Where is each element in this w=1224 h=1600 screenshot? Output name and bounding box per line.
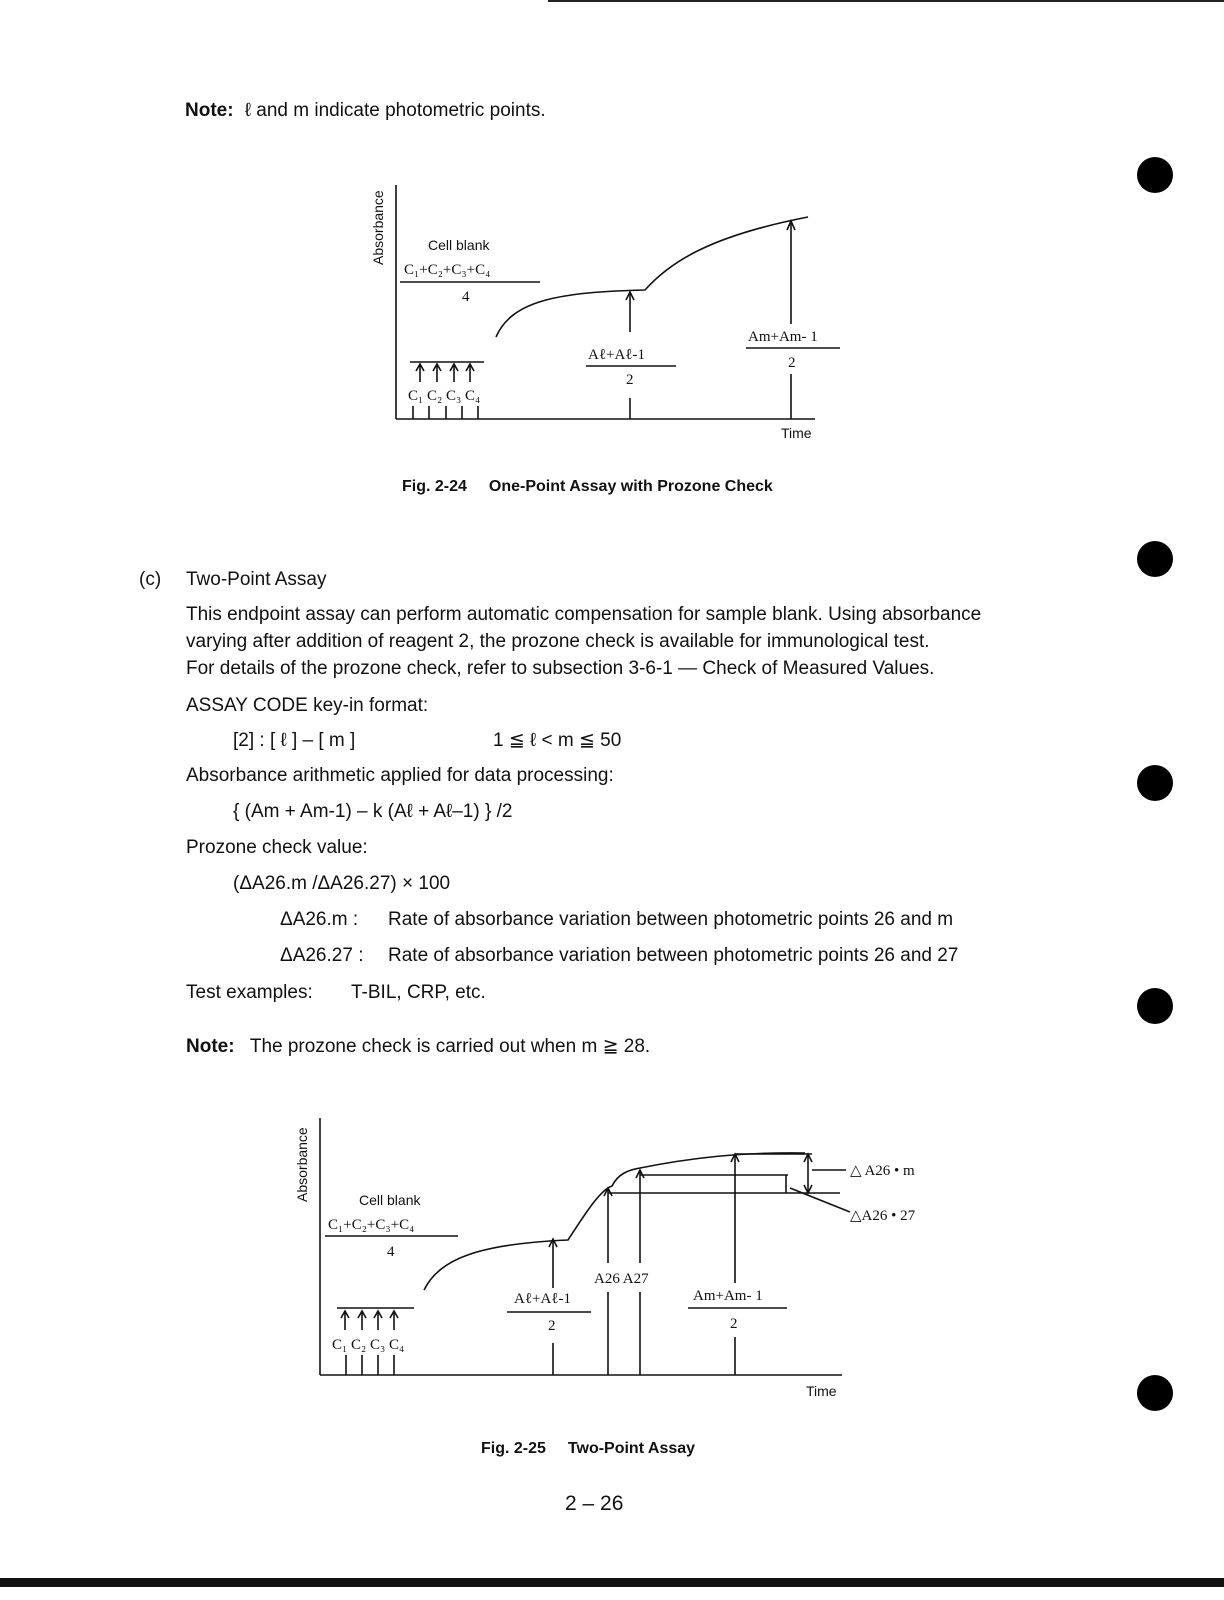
fig25-cell-blank-numerator: C₁+C₂+C₃+C₄ [328, 1217, 415, 1233]
fig25-a26-a27-label: A26 A27 [594, 1271, 649, 1287]
paragraph-line: For details of the prozone check, refer to subsection 3-6-1 — Check of Measured Values. [186, 658, 935, 679]
test-examples-value: T-BIL, CRP, etc. [351, 982, 486, 1003]
delta-27-term: ΔA26.27 : [280, 945, 364, 966]
fig25-am-denominator: 2 [730, 1316, 738, 1332]
fig25-al-denominator: 2 [548, 1318, 556, 1334]
fig25-delta-27-leader [790, 1188, 850, 1212]
fig24-caption-number: Fig. 2-24 [402, 478, 467, 495]
fig25-cell-blank-denominator: 4 [387, 1244, 395, 1260]
fig25-y-axis-label: Absorbance [294, 1127, 310, 1202]
punch-hole [1137, 765, 1173, 801]
paragraph-line: This endpoint assay can perform automatic compensation for sample blank. Using absorbance [186, 604, 982, 625]
delta-27-description: Rate of absorbance variation between photometric points 26 and 27 [388, 945, 959, 966]
prozone-note [186, 1035, 650, 1059]
fig25-delta-27-label: △A26 • 27 [850, 1208, 916, 1224]
figure-2-25 [0, 1080, 1224, 1600]
punch-hole [1137, 988, 1173, 1024]
delta-m-description: Rate of absorbance variation between photometric points 26 and m [388, 909, 954, 930]
arithmetic-formula: { (Am + Am-1) – k (Aℓ + Aℓ–1) } /2 [233, 801, 513, 822]
fig25-reaction-curve [424, 1153, 805, 1290]
fig25-caption [481, 1440, 695, 1458]
fig25-al-numerator: Aℓ+Aℓ-1 [514, 1291, 571, 1307]
fig24-am-numerator: Am+Am- 1 [748, 329, 818, 345]
test-examples-label: Test examples: [186, 982, 313, 1003]
fig25-blank-arrows [341, 1311, 398, 1330]
fig25-cell-blank-label: Cell blank [359, 1192, 421, 1208]
fig25-caption-title: Two-Point Assay [567, 1440, 696, 1457]
note-label: Note: [186, 1036, 235, 1057]
prozone-formula: (ΔA26.m /ΔA26.27) × 100 [233, 873, 451, 894]
fig24-y-axis-label: Absorbance [370, 190, 386, 265]
fig24-reaction-curve [496, 217, 808, 337]
fig25-delta-m-label: △ A26 • m [850, 1163, 915, 1179]
fig24-cell-blank-denominator: 4 [462, 289, 470, 305]
fig24-caption-title: One-Point Assay with Prozone Check [488, 478, 773, 495]
fig25-cell-ticks [346, 1355, 394, 1375]
fig24-cell-blank-numerator: C₁+C₂+C₃+C₄ [404, 262, 491, 278]
note-label: Note: [185, 100, 234, 121]
fig24-cells-label: C₁ C₂ C₃ C₄ [408, 388, 481, 404]
fig24-al-denominator: 2 [626, 372, 634, 388]
fig24-caption [402, 478, 773, 496]
fig24-cell-blank-label: Cell blank [428, 237, 490, 253]
section-title: Two-Point Assay [186, 569, 327, 590]
punch-hole [1137, 541, 1173, 577]
bottom-rule [0, 1578, 1224, 1587]
assay-code-label: ASSAY CODE key-in format: [186, 695, 429, 716]
section-marker: (c) [139, 569, 162, 590]
fig25-x-axis-label: Time [806, 1383, 837, 1399]
figure-2-24 [0, 0, 1224, 520]
fig25-caption-number: Fig. 2-25 [481, 1440, 546, 1457]
fig24-am-denominator: 2 [788, 355, 796, 371]
fig24-blank-arrows [416, 364, 474, 382]
assay-code-range: 1 ≦ ℓ < m ≦ 50 [493, 730, 622, 751]
note-text: The prozone check is carried out when m ≧ 28. [249, 1036, 651, 1057]
page-number: 2 – 26 [565, 1492, 624, 1515]
fig25-cells-label: C₁ C₂ C₃ C₄ [332, 1337, 405, 1353]
prozone-label: Prozone check value: [186, 837, 368, 858]
fig25-am-numerator: Am+Am- 1 [693, 1288, 763, 1304]
arithmetic-label: Absorbance arithmetic applied for data processing: [186, 765, 614, 786]
fig24-al-numerator: Aℓ+Aℓ-1 [588, 347, 645, 363]
delta-m-term: ΔA26.m : [280, 909, 359, 930]
paragraph-line: varying after addition of reagent 2, the prozone check is available for immunological test. [186, 631, 930, 652]
note-text: ℓ and m indicate photometric points. [244, 100, 546, 121]
fig24-x-axis-label: Time [781, 425, 812, 441]
assay-code-format: [2] : [ ℓ ] – [ m ] [233, 730, 356, 751]
fig24-cell-ticks [413, 406, 478, 419]
